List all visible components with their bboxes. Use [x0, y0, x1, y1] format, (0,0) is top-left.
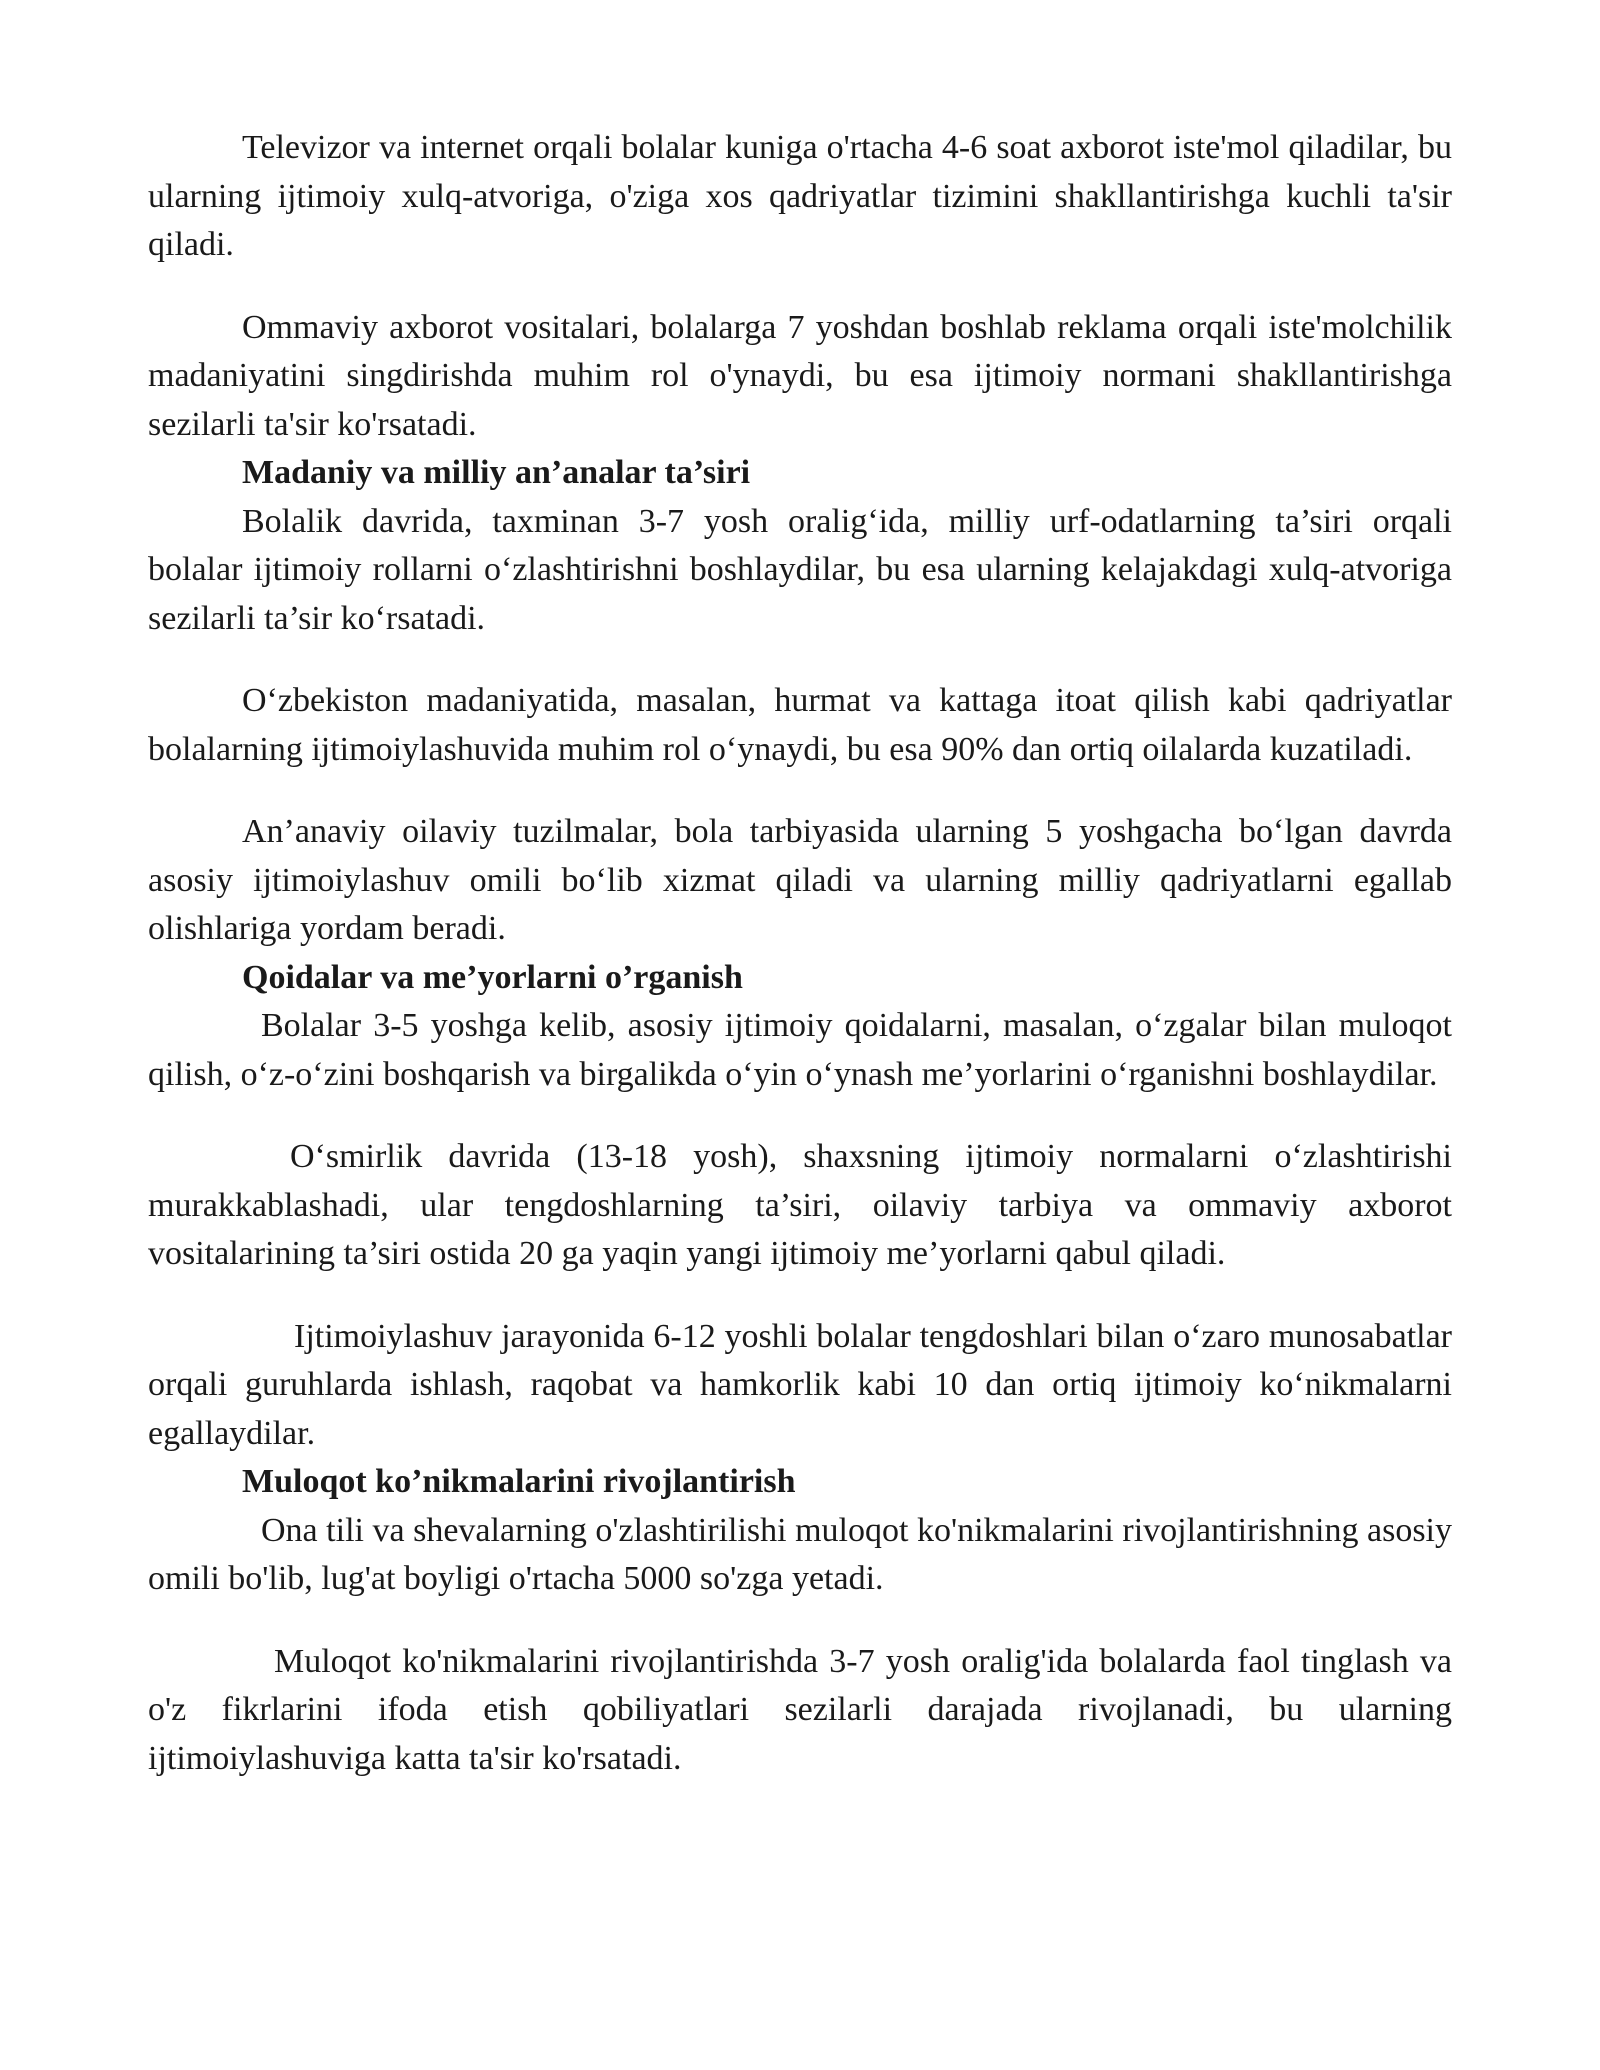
section-heading: Qoidalar va me’yorlarni o’rganish [242, 958, 743, 996]
paragraph: Televizor va internet orqali bolalar kuniga o'rtacha 4-6 soat axborot iste'mol qiladilar, bu ularning ijtimoiy xulq-atvoriga, o'ziga xos qadriyatlar tizimini shakllantirishga kuchli ta'sir qiladi. [148, 129, 1452, 263]
section-heading: Muloqot ko’nikmalarini rivojlantirish [242, 1463, 796, 1500]
paragraph: An’anaviy oilaviy tuzilmalar, bola tarbiyasida ularning 5 yoshgacha bo‘lgan davrda asosiy ijtimoiylashuv omili bo‘lib xizmat qiladi va ularning milliy qadriyatlarni egallab olishlariga yordam beradi. [148, 813, 1452, 947]
paragraph: O‘smirlik davrida (13-18 yosh), shaxsning ijtimoiy normalarni o‘zlashtirishi murakkablashadi, ular tengdoshlarning ta’siri, oilaviy tarbiya va ommaviy axborot vositalarining ta’siri ostida 20 ga yaqin yangi ijtimoiy me’yorlarni qabul qiladi. [148, 1138, 1452, 1272]
paragraph: Bolalik davrida, taxminan 3-7 yosh oralig‘ida, milliy urf-odatlarning ta’siri orqali bolalar ijtimoiy rollarni o‘zlashtirishni boshlaydilar, bu esa ularning kelajakdagi xulq-atvoriga sezilarli ta’sir ko‘rsatadi. [148, 502, 1452, 637]
paragraph: Muloqot ko'nikmalarini rivojlantirishda 3-7 yosh oralig'ida bolalarda faol tinglash va o'z fikrlarini ifoda etish qobiliyatlari sezilarli darajada rivojlanadi, bu ularning ijtimoiylashuviga katta ta'sir ko'rsatadi. [148, 1642, 1452, 1777]
paragraph: Ommaviy axborot vositalari, bolalarga 7 yoshdan boshlab reklama orqali iste'molchilik madaniyatini singdirishda muhim rol o'ynaydi, bu esa ijtimoiy normani shakllantirishga sezilarli ta'sir ko'rsatadi. [148, 308, 1452, 443]
paragraph: Ijtimoiylashuv jarayonida 6-12 yoshli bolalar tengdoshlari bilan o‘zaro munosabatlar orqali guruhlarda ishlash, raqobat va hamkorlik kabi 10 dan ortiq ijtimoiy ko‘nikmalarni egallaydilar. [148, 1317, 1452, 1452]
paragraph: O‘zbekiston madaniyatida, masalan, hurmat va kattaga itoat qilish kabi qadriyatlar bolalarning ijtimoiylashuvida muhim rol o‘ynaydi, bu esa 90% dan ortiq oilalarda kuzatiladi. [148, 682, 1452, 768]
document-page [148, 124, 1452, 1783]
paragraph: Bolalar 3-5 yoshga kelib, asosiy ijtimoiy qoidalarni, masalan, o‘zgalar bilan muloqot qilish, o‘z-o‘zini boshqarish va birgalikda o‘yin o‘ynash me’yorlarini o‘rganishni boshlaydilar. [148, 1007, 1452, 1093]
paragraph: Ona tili va shevalarning o'zlashtirilishi muloqot ko'nikmalarini rivojlantirishning asosiy omili bo'lib, lug'at boyligi o'rtacha 5000 so'zga yetadi. [148, 1511, 1452, 1597]
section-heading: Madaniy va milliy an’analar ta’siri [242, 454, 751, 491]
